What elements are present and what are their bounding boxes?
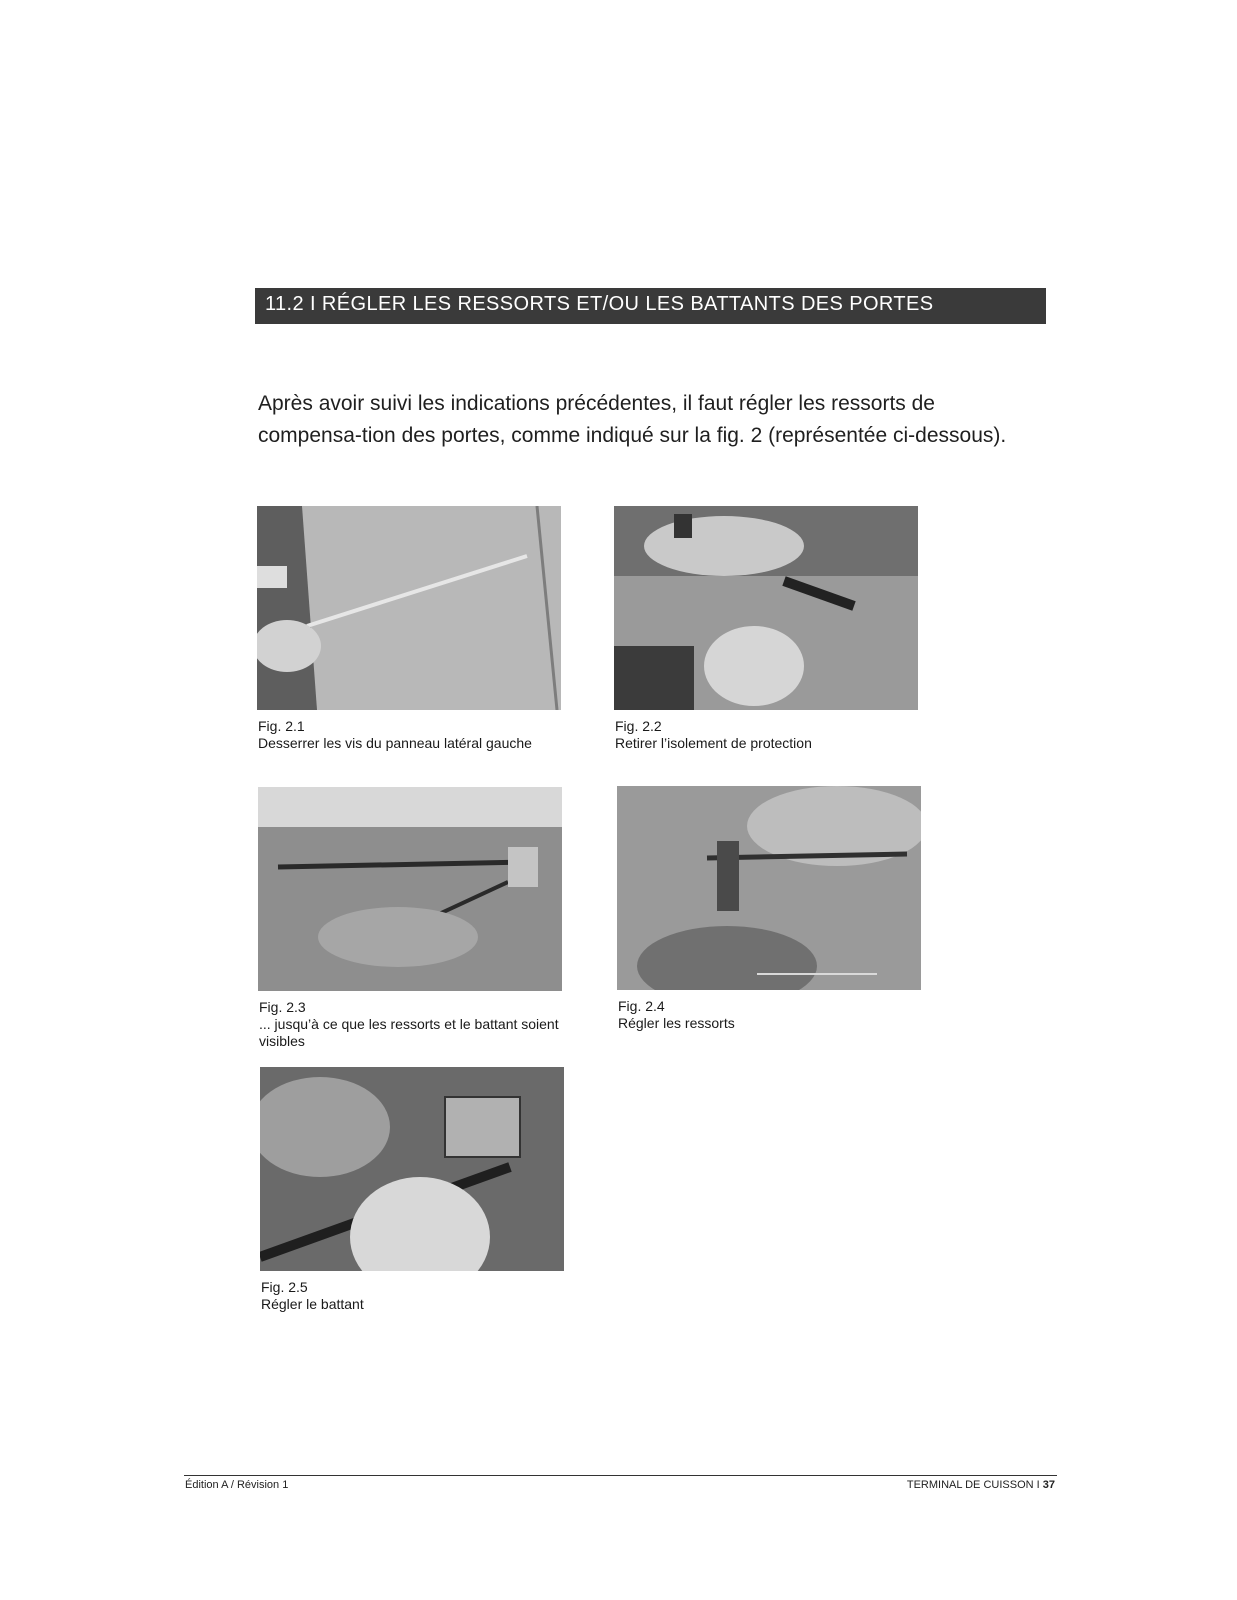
footer-edition: Édition A / Révision 1 — [185, 1479, 289, 1491]
footer-doc-info — [907, 1479, 1055, 1491]
figure-label: Fig. 2.1 — [258, 718, 305, 734]
figure-caption: Desserrer les vis du panneau latéral gauche — [258, 735, 532, 751]
page-number: 37 — [1042, 1479, 1055, 1491]
footer-divider — [184, 1475, 1057, 1476]
photo-remove-insulation — [614, 506, 918, 710]
photo-adjust-flap — [260, 1067, 564, 1271]
figure-label: Fig. 2.2 — [615, 718, 662, 734]
figure-label: Fig. 2.4 — [618, 998, 665, 1014]
photo-springs-visible — [258, 787, 562, 991]
figure-caption: Régler les ressorts — [618, 1015, 735, 1031]
figure-label: Fig. 2.5 — [261, 1279, 308, 1295]
figure-caption: Régler le battant — [261, 1296, 364, 1312]
footer-doc-title: TERMINAL DE CUISSON I — [906, 1479, 1040, 1491]
figure-caption: Retirer l’isolement de protection — [615, 735, 812, 751]
section-title: 11.2 I RÉGLER LES RESSORTS ET/OU LES BATTANTS DES PORTES — [265, 293, 934, 315]
section-header — [255, 288, 1046, 324]
intro-paragraph: Après avoir suivi les indications précédentes, il faut régler les ressorts de compensa-tion des portes, comme indiqué sur la fig. 2 (représentée ci-dessous). — [258, 392, 1007, 447]
figure-caption: ... jusqu’à ce que les ressorts et le battant soient visibles — [259, 1016, 559, 1049]
photo-side-panel-screwdriver — [257, 506, 561, 710]
figure-label: Fig. 2.3 — [259, 999, 306, 1015]
photo-adjust-springs — [617, 786, 921, 990]
